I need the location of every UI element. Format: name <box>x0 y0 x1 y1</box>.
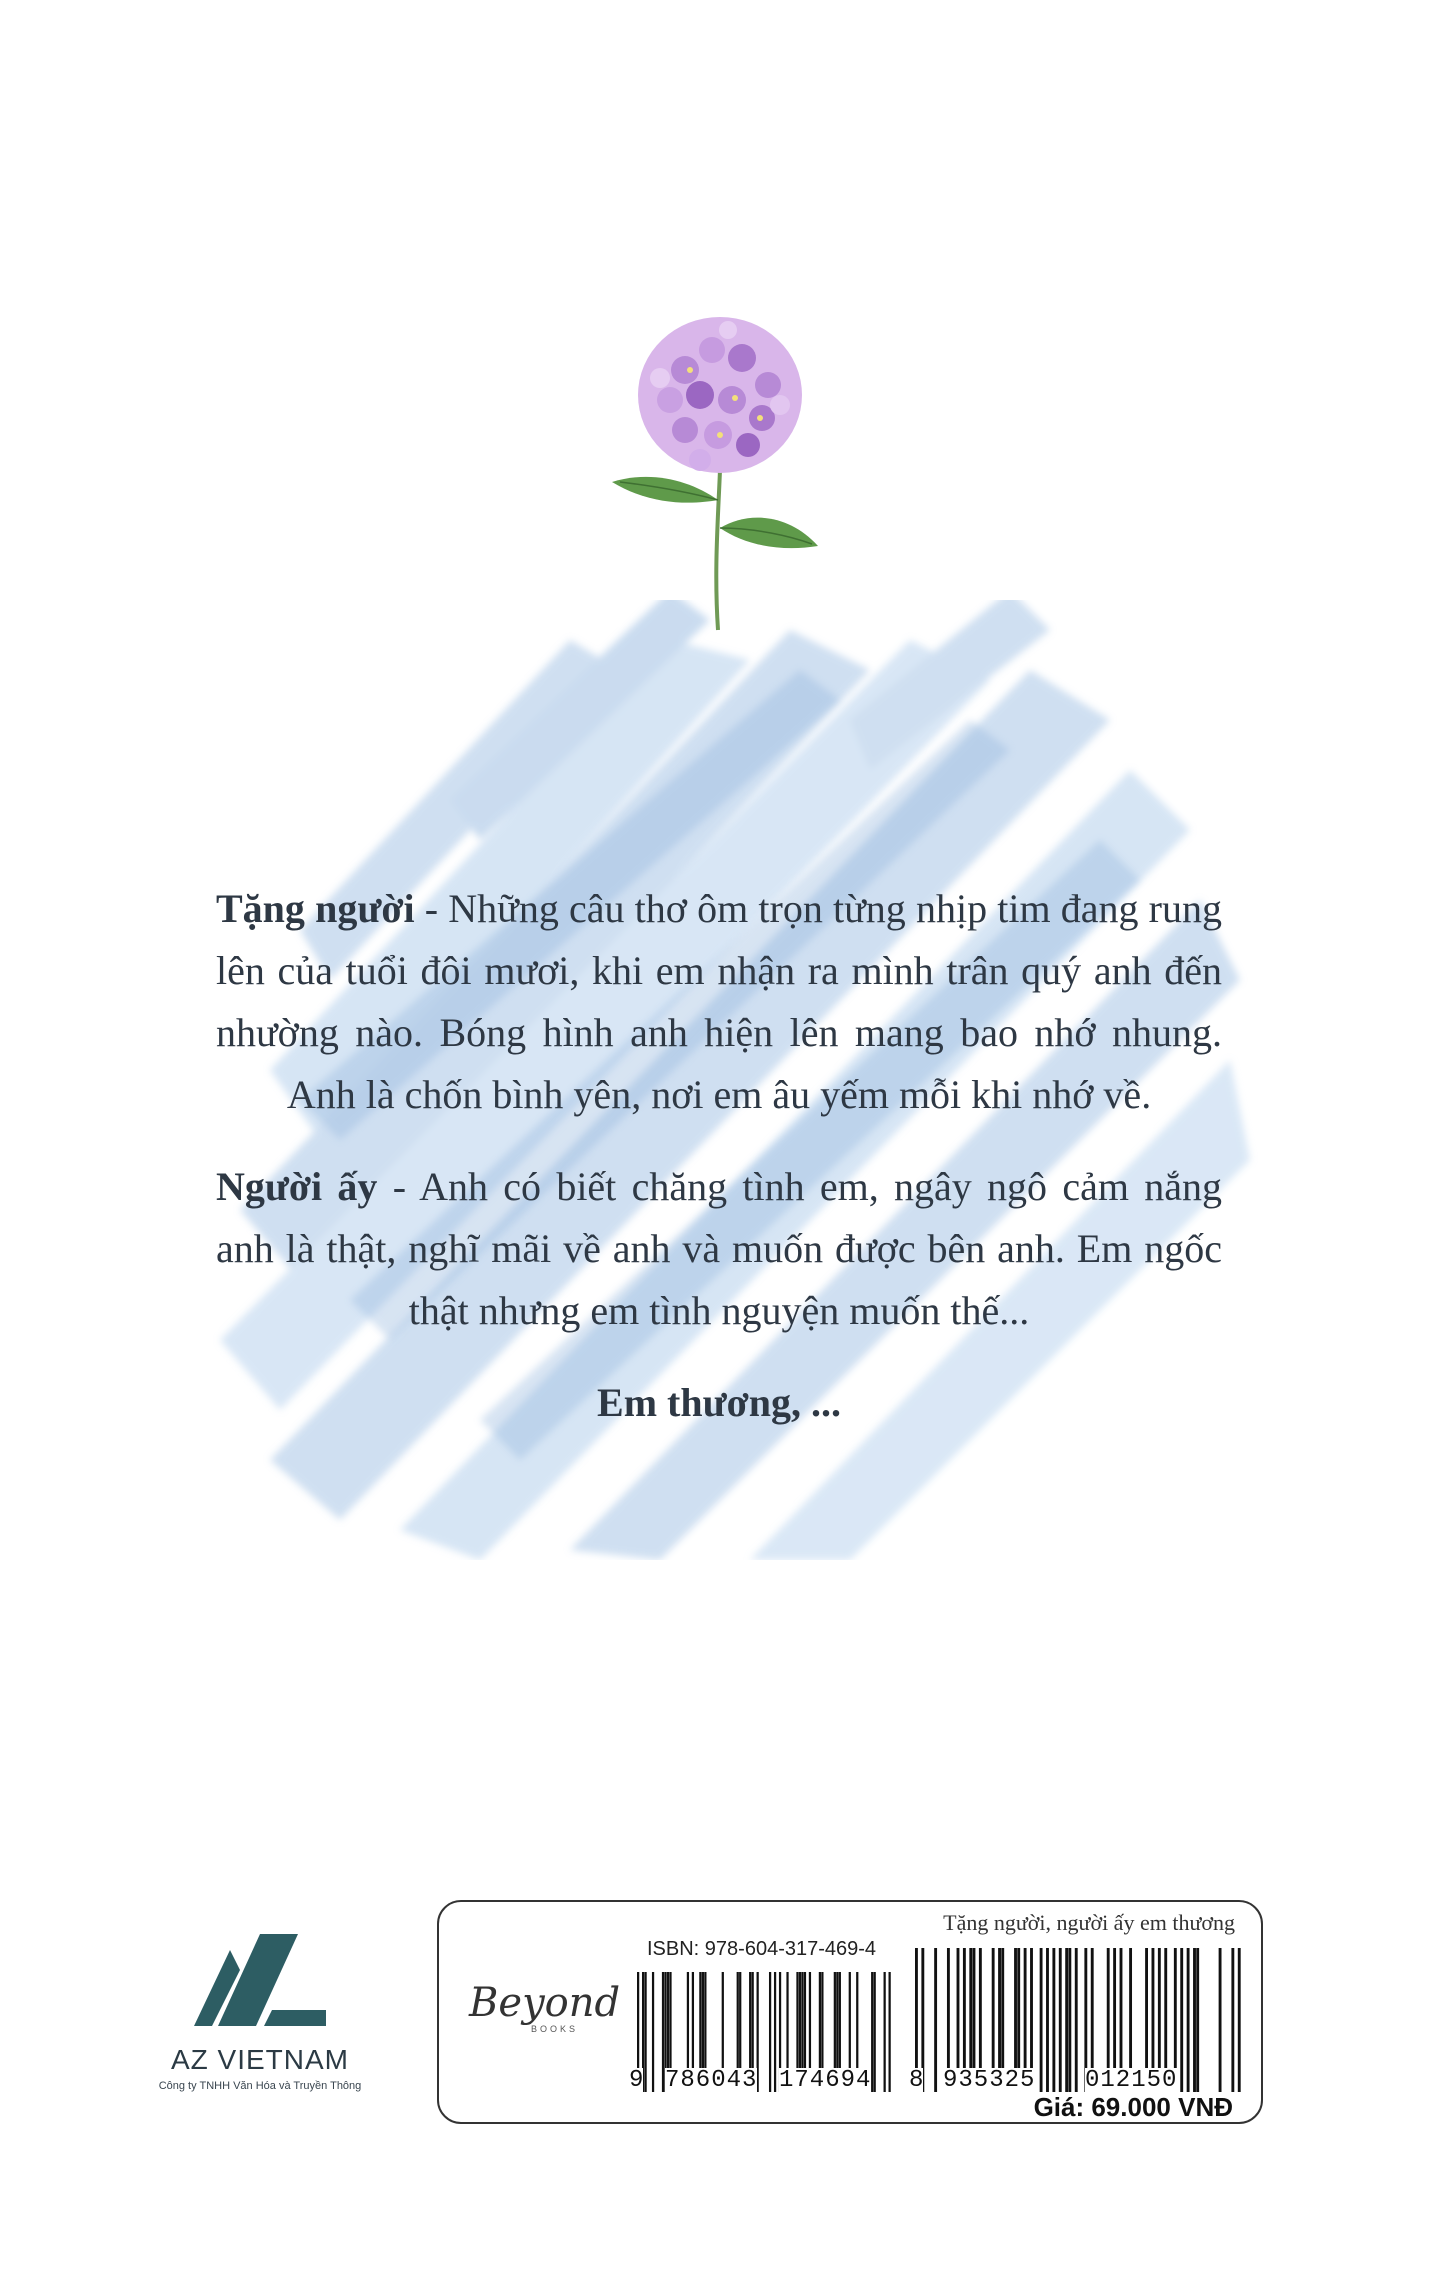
barcode-bar <box>1180 1948 1183 2092</box>
barcode-bar <box>1219 1948 1222 2092</box>
isbn-digit-lead: 9 <box>629 2067 644 2094</box>
barcode-bar <box>874 1972 876 2092</box>
barcode-bar <box>1052 1948 1055 2092</box>
blurb-lead-2: Người ấy <box>216 1164 378 1209</box>
barcode-bar <box>1046 1948 1049 2092</box>
isbn-label: ISBN: 978-604-317-469-4 <box>647 1938 877 1960</box>
barcode-bar <box>769 1972 771 2092</box>
blurb-signoff: Em thương, ... <box>597 1380 841 1425</box>
barcode-bar <box>934 1948 937 2092</box>
barcode-bar <box>1068 1948 1071 2092</box>
ean-digits-right: 012150 <box>1085 2067 1178 2094</box>
barcode-book-title: Tặng người, người ấy em thương <box>943 1910 1235 1935</box>
beyond-books-logo <box>469 1972 621 2052</box>
isbn-digits-left: 786043 <box>665 2067 758 2094</box>
isbn-digits-right: 174694 <box>779 2067 872 2094</box>
blurb-paragraph-1 <box>216 878 1222 1126</box>
publisher-logo <box>140 1930 380 2120</box>
blurb-text-2: - Anh có biết chăng tình em, ngây ngô cảm nắng anh là thật, nghĩ mãi về anh và muốn được bên anh. Em ngốc thật nhưng em tình nguyện muốn thế... <box>216 1164 1222 1333</box>
barcode-bar <box>1075 1948 1078 2092</box>
imprint-sub: BOOKS <box>531 2024 579 2034</box>
barcode-panel <box>437 1900 1263 2124</box>
ean-digit-lead: 8 <box>909 2067 924 2094</box>
back-cover-blurb <box>216 878 1222 1434</box>
barcode-bar <box>1238 1948 1241 2092</box>
blurb-paragraph-2 <box>216 1156 1222 1342</box>
barcode-bar <box>1193 1948 1196 2092</box>
blurb-text-1: - Những câu thơ ôm trọn từng nhịp tim đang rung lên của tuổi đôi mươi, khi em nhận ra mình trân quý anh đến nhường nào. Bóng hình anh hiện lên mang bao nhớ nhung. Anh là chốn bình yên, nơi em âu yếm mỗi khi nhớ về. <box>216 886 1222 1117</box>
barcode-bar <box>774 1972 776 2092</box>
barcode-bar <box>1231 1948 1234 2092</box>
barcode-bar <box>644 1972 646 2092</box>
hydrangea-illustration <box>590 300 850 640</box>
barcode-bar <box>889 1972 891 2092</box>
barcode-bar <box>1196 1948 1199 2092</box>
barcode-bar <box>652 1972 654 2092</box>
price-label: Giá: 69.000 VNĐ <box>1033 2092 1233 2122</box>
barcode-bar <box>1187 1948 1190 2092</box>
publisher-name: AZ VIETNAM <box>170 2044 349 2075</box>
barcode-bar <box>1040 1948 1043 2092</box>
barcode-bar <box>1059 1948 1062 2092</box>
ean-digits-left: 935325 <box>943 2067 1036 2094</box>
publisher-subtitle: Công ty TNHH Văn Hóa và Truyền Thông <box>158 2080 362 2092</box>
barcode-bar <box>884 1972 886 2092</box>
barcode-bar <box>1065 1948 1068 2092</box>
az-logo-mark <box>190 1930 330 2030</box>
blurb-lead-1: Tặng người <box>216 886 415 931</box>
barcode-bar <box>662 1972 664 2092</box>
imprint-script: Beyond <box>469 1980 621 2026</box>
